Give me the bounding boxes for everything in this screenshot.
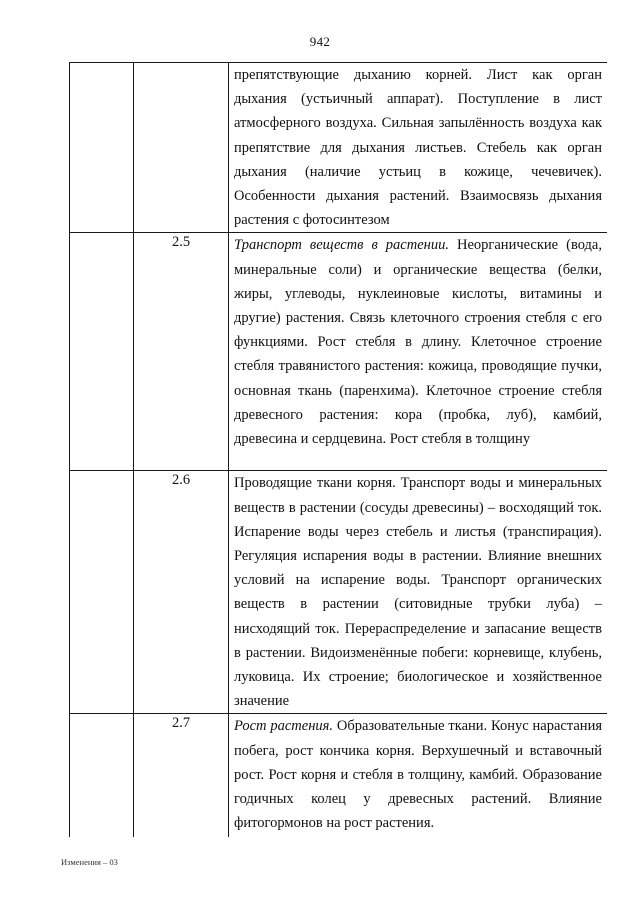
section-text: Неорганические (вода, минеральные соли) и органические вещества (белки, жиры, углеводы, нуклеиновые кислоты, витамины и другие) растения. Связь клеточного строения стебля с его функциями. Рост стебля в длину. Клеточное строение стебля травянистого растения: кожица, проводящие пучки, основная ткань (паренхима). Клеточное строение стебля древесного растения: кора (пробка, луб), камбий, древесина и сердцевина. Рост стебля в толщину	[234, 237, 602, 448]
table-row	[70, 714, 608, 837]
section-content-cell	[229, 471, 608, 714]
section-number-cell	[134, 233, 229, 471]
curriculum-table	[69, 62, 607, 837]
section-text: Образовательные ткани. Конус нарастания побега, рост кончика корня. Верхушечный и вставочный рост. Рост корня и стебля в толщину, камбий. Образование годичных колец у древесных растений. Влияние фитогормонов на рост растения.	[234, 718, 602, 832]
section-number: 2.7	[171, 715, 191, 732]
table-row	[70, 233, 608, 471]
curriculum-table-container	[69, 62, 607, 837]
empty-cell	[70, 63, 134, 233]
empty-cell	[70, 471, 134, 714]
section-content-cell	[229, 63, 608, 233]
empty-cell	[70, 233, 134, 471]
section-title: Транспорт веществ в растении.	[234, 237, 449, 254]
section-number: 2.5	[171, 234, 191, 251]
section-text: Проводящие ткани корня. Транспорт воды и минеральных веществ в растении (сосуды древесины) – восходящий ток. Испарение воды через стебель и листья (транспирация). Регуляция испарения воды в растении. Влияние внешних условий на испарение воды. Транспорт органических веществ в растении (ситовидные трубки луба) – нисходящий ток. Перераспределение и запасание веществ в растении. Видоизменённые побеги: корневище, клубень, луковица. Их строение; биологическое и хозяйственное значение	[234, 475, 602, 710]
section-text: препятствующие дыханию корней. Лист как орган дыхания (устьичный аппарат). Поступление в лист атмосферного воздуха. Сильная запылённость воздуха как препятствие для дыхания листьев. Стебель как орган дыхания (наличие устьиц в кожице, чечевичек). Особенности дыхания растений. Взаимосвязь дыхания растения с фотосинтезом	[234, 67, 602, 229]
table-row	[70, 471, 608, 714]
empty-cell	[70, 714, 134, 837]
section-content-cell	[229, 233, 608, 471]
table-row	[70, 63, 608, 233]
section-number-cell	[134, 63, 229, 233]
revision-footer: Изменения – 03	[61, 857, 118, 867]
section-content-cell	[229, 714, 608, 837]
page-number: 942	[309, 34, 331, 49]
section-number-cell	[134, 714, 229, 837]
section-number-cell	[134, 471, 229, 714]
section-number	[134, 63, 228, 64]
section-number: 2.6	[171, 472, 191, 489]
section-title: Рост растения.	[234, 718, 334, 735]
